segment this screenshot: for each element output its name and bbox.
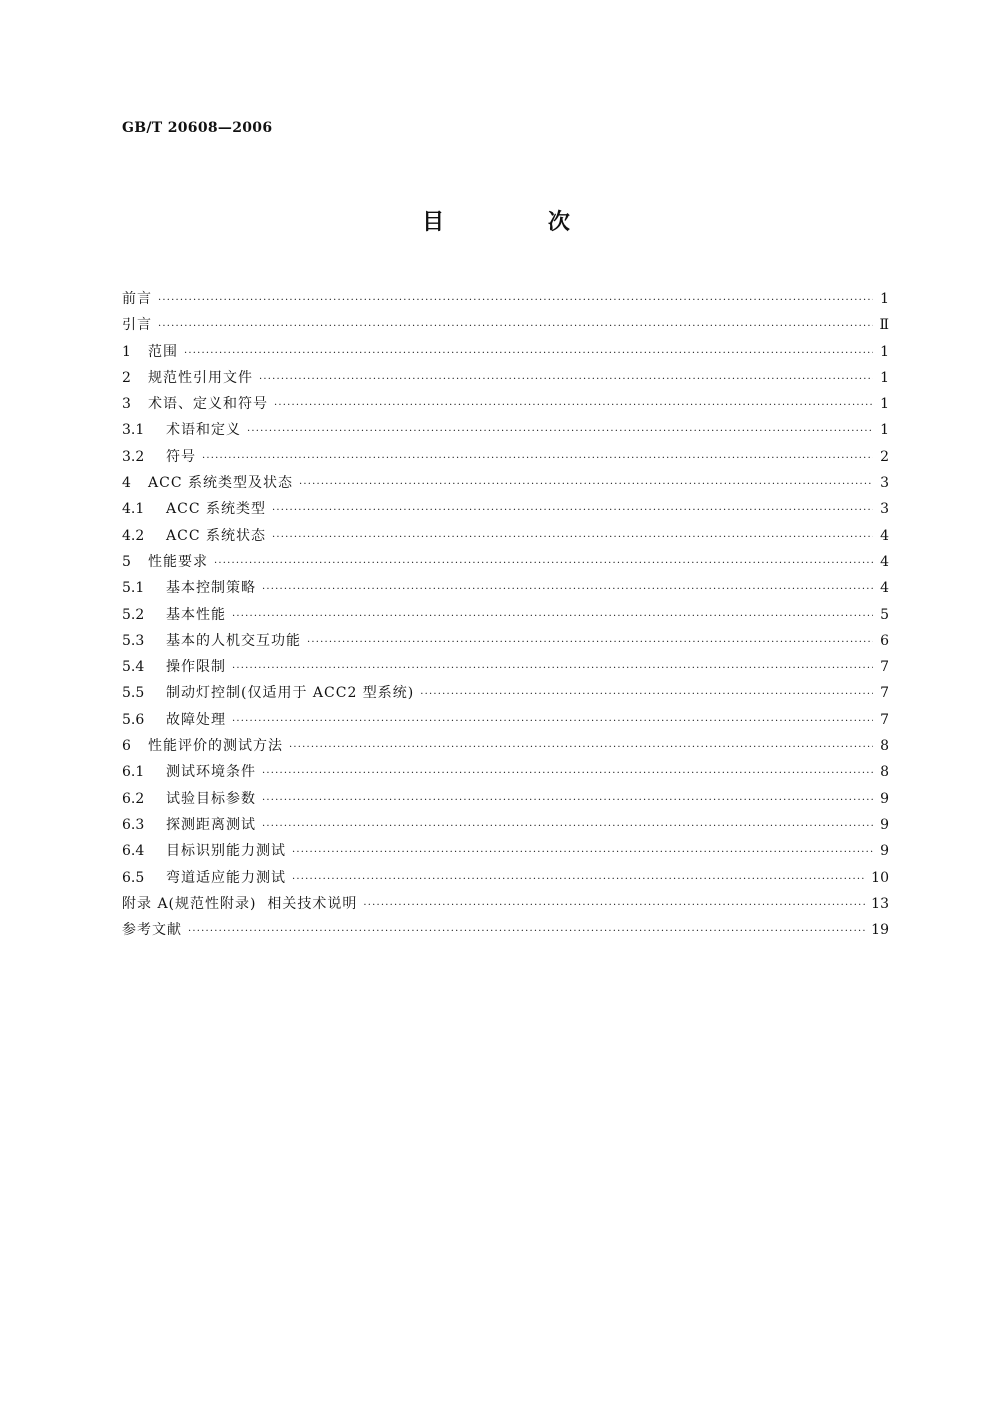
toc-entry-5-1[interactable] — [122, 575, 889, 601]
toc-entry-number: 3.2 — [122, 448, 145, 465]
toc-entry-label: 基本性能 — [166, 606, 226, 623]
toc-entry-page: 7 — [880, 711, 889, 728]
toc-entry-4-1[interactable] — [122, 496, 889, 522]
toc-leader-dots — [232, 604, 873, 630]
toc-entry-label: 基本的人机交互功能 — [166, 632, 301, 649]
toc-entry-page: 2 — [880, 448, 889, 465]
toc-entry-number: 6.5 — [122, 869, 145, 886]
toc-entry-number: 3 — [122, 396, 131, 413]
toc-entry-page: 1 — [880, 369, 889, 386]
toc-entry-label: ACC 系统状态 — [166, 527, 266, 544]
toc-entry-bibliography[interactable] — [122, 917, 889, 943]
toc-entry-1[interactable] — [122, 339, 889, 365]
toc-entry-label: 引言 — [122, 317, 152, 334]
toc-entry-number: 6.3 — [122, 816, 145, 833]
toc-entry-number: 5.2 — [122, 606, 145, 623]
toc-entry-page: 9 — [880, 816, 889, 833]
toc-entry-number: 5 — [122, 553, 131, 570]
toc-entry-foreword[interactable] — [122, 286, 889, 312]
toc-entry-6-3[interactable] — [122, 812, 889, 838]
toc-entry-page: 4 — [880, 580, 889, 597]
toc-entry-2[interactable] — [122, 365, 889, 391]
toc-entry-page: 1 — [880, 422, 889, 439]
toc-entry-page: Ⅱ — [879, 317, 889, 334]
toc-entry-label: 符号 — [166, 448, 196, 465]
toc-entry-6[interactable] — [122, 733, 889, 759]
toc-entry-number: 4.1 — [122, 501, 145, 518]
toc-entry-page: 8 — [880, 764, 889, 781]
toc-entry-page: 1 — [880, 343, 889, 360]
toc-leader-dots — [262, 788, 873, 814]
toc-leader-dots — [158, 288, 873, 314]
toc-entry-number: 4.2 — [122, 527, 145, 544]
toc-leader-dots — [363, 893, 865, 919]
toc-entry-label: 制动灯控制(仅适用于 ACC2 型系统) — [166, 685, 415, 702]
toc-leader-dots — [184, 341, 873, 367]
toc-entry-label: 性能评价的测试方法 — [148, 738, 283, 755]
toc-entry-label: 操作限制 — [166, 659, 226, 676]
toc-entry-label: 目标识别能力测试 — [166, 843, 286, 860]
toc-entry-page: 1 — [880, 396, 889, 413]
toc-leader-dots — [262, 814, 873, 840]
toc-entry-5-4[interactable] — [122, 654, 889, 680]
toc-entry-3-2[interactable] — [122, 444, 889, 470]
toc-entry-label: ACC 系统类型 — [166, 501, 266, 518]
toc-entry-label: 参考文献 — [122, 922, 182, 939]
toc-entry-4-2[interactable] — [122, 523, 889, 549]
toc-entry-page: 9 — [880, 790, 889, 807]
toc-entry-4[interactable] — [122, 470, 889, 496]
toc-leader-dots — [292, 867, 865, 893]
toc-leader-dots — [262, 761, 873, 787]
toc-entry-6-5[interactable] — [122, 865, 889, 891]
toc-entry-page: 9 — [880, 843, 889, 860]
toc-entry-page: 4 — [880, 527, 889, 544]
toc-entry-number: 6 — [122, 738, 131, 755]
toc-entry-label: 术语和定义 — [166, 422, 241, 439]
toc-entry-6-1[interactable] — [122, 759, 889, 785]
toc-leader-dots — [232, 709, 873, 735]
toc-entry-page: 13 — [871, 895, 889, 912]
toc-entry-page: 7 — [880, 659, 889, 676]
toc-entry-3[interactable] — [122, 391, 889, 417]
toc-entry-6-2[interactable] — [122, 786, 889, 812]
toc-leader-dots — [292, 840, 873, 866]
toc-entry-5-3[interactable] — [122, 628, 889, 654]
toc-entry-label: 测试环境条件 — [166, 764, 256, 781]
toc-entry-number: 5.6 — [122, 711, 145, 728]
toc-leader-dots — [307, 630, 873, 656]
toc-leader-dots — [289, 735, 873, 761]
toc-entry-5-6[interactable] — [122, 707, 889, 733]
toc-entry-number: 6.1 — [122, 764, 145, 781]
toc-entry-number: 5.3 — [122, 632, 145, 649]
toc-leader-dots — [158, 314, 873, 340]
toc-entry-label: 基本控制策略 — [166, 580, 256, 597]
toc-entry-number: 1 — [122, 343, 131, 360]
toc-entry-5-2[interactable] — [122, 602, 889, 628]
toc-leader-dots — [299, 472, 873, 498]
toc-entry-5-5[interactable] — [122, 680, 889, 706]
toc-entry-label: 故障处理 — [166, 711, 226, 728]
toc-entry-page: 3 — [880, 501, 889, 518]
toc-entry-page: 7 — [880, 685, 889, 702]
toc-entry-page: 5 — [880, 606, 889, 623]
toc-entry-number: 4 — [122, 475, 131, 492]
toc-entry-number: 5.5 — [122, 685, 145, 702]
toc-entry-label: 附录 A(规范性附录) 相关技术说明 — [122, 895, 358, 912]
standard-code: GB/T 20608—2006 — [122, 120, 273, 136]
toc-entry-label: 性能要求 — [148, 553, 208, 570]
toc-entry-label: 前言 — [122, 291, 152, 307]
toc-leader-dots — [259, 367, 873, 393]
toc-entry-label: 规范性引用文件 — [148, 369, 253, 386]
toc-entry-page: 3 — [880, 475, 889, 492]
toc-entry-6-4[interactable] — [122, 838, 889, 864]
toc-leader-dots — [214, 551, 873, 577]
toc-entry-label: 范围 — [148, 343, 178, 360]
toc-entry-page: 8 — [880, 738, 889, 755]
toc-entry-label: ACC 系统类型及状态 — [148, 475, 293, 492]
toc-entry-number: 5.1 — [122, 580, 145, 597]
toc-entry-page: 6 — [880, 632, 889, 649]
toc-entry-label: 弯道适应能力测试 — [166, 869, 286, 886]
toc-leader-dots — [262, 577, 873, 603]
toc-entry-number: 2 — [122, 369, 131, 386]
toc-leader-dots — [232, 656, 873, 682]
toc-leader-dots — [274, 393, 873, 419]
toc-entry-label: 术语、定义和符号 — [148, 396, 268, 413]
toc-leader-dots — [272, 498, 873, 524]
toc-leader-dots — [272, 525, 873, 551]
toc-entry-number: 3.1 — [122, 422, 145, 439]
toc-entry-number: 6.2 — [122, 790, 145, 807]
toc-entry-page: 19 — [871, 922, 889, 939]
toc-entry-introduction[interactable] — [122, 312, 889, 338]
toc-entry-number: 5.4 — [122, 659, 145, 676]
toc-entry-page: 1 — [880, 291, 889, 307]
toc-leader-dots — [202, 446, 873, 472]
table-of-contents — [122, 286, 889, 943]
toc-leader-dots — [420, 682, 873, 708]
toc-entry-appendix-a[interactable] — [122, 891, 889, 917]
toc-entry-page: 10 — [871, 869, 889, 886]
toc-entry-3-1[interactable] — [122, 417, 889, 443]
toc-entry-5[interactable] — [122, 549, 889, 575]
toc-title: 目 次 — [422, 209, 618, 235]
toc-leader-dots — [188, 919, 865, 945]
toc-entry-page: 4 — [880, 553, 889, 570]
toc-entry-label: 试验目标参数 — [166, 790, 256, 807]
toc-entry-number: 6.4 — [122, 843, 145, 860]
toc-entry-label: 探测距离测试 — [166, 816, 256, 833]
toc-leader-dots — [247, 419, 873, 445]
